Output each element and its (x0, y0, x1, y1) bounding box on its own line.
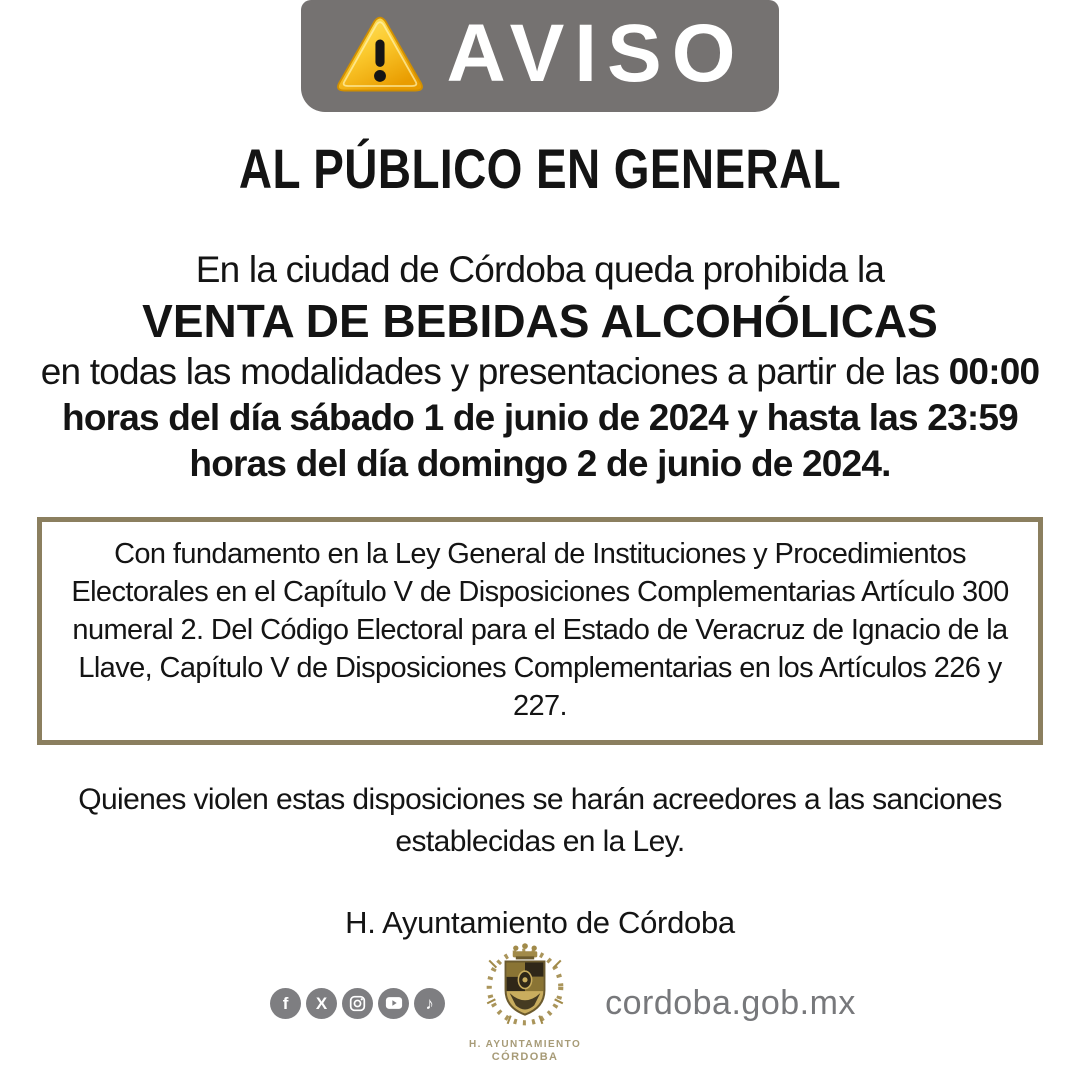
warning-triangle-icon (334, 14, 426, 101)
notice-banner (301, 0, 779, 112)
legal-line: Electorales en el Capítulo V de Disposiciones Complementarias Artículo 300 (71, 576, 1009, 608)
cordoba-coat-of-arms-icon (479, 942, 571, 1035)
intro-line-1: En la ciudad de Córdoba queda prohibida la (195, 249, 885, 290)
website-url: cordoba.gob.mx (605, 983, 856, 1022)
schedule-line-1-regular: en todas las modalidades y presentaciones a partir de las (40, 351, 949, 392)
logo-caption-line-2: CÓRDOBA (491, 1051, 559, 1063)
sanctions-paragraph (0, 779, 1080, 863)
page-title: AL PÚBLICO EN GENERAL (238, 137, 842, 200)
footer (0, 942, 1080, 1064)
tiktok-glyph: ♪ (425, 993, 434, 1013)
schedule-line-2: horas del día sábado 1 de junio de 2024 y hasta las 23:59 (62, 397, 1018, 438)
legal-line: Llave, Capítulo V de Disposiciones Complementarias en los Artículos 226 y (78, 652, 1002, 684)
youtube-icon (378, 988, 409, 1019)
logo-caption (469, 1038, 581, 1064)
legal-line: 227. (512, 690, 568, 722)
municipal-logo-block (469, 942, 581, 1064)
legal-line: numeral 2. Del Código Electoral para el Estado de Veracruz de Ignacio de la (72, 614, 1008, 646)
legal-basis-box (37, 517, 1043, 745)
schedule-line-3: horas del día domingo 2 de junio de 2024. (189, 443, 891, 484)
schedule-line-1-bold: 00:00 (948, 351, 1040, 392)
logo-caption-line-1: H. AYUNTAMIENTO (469, 1039, 582, 1050)
facebook-icon (270, 988, 301, 1019)
banner-title: AVISO (446, 8, 746, 99)
sanctions-line-1: Quienes violen estas disposiciones se harán acreedores a las sanciones (78, 783, 1002, 816)
social-icons-row (270, 988, 445, 1019)
prohibition-highlight: VENTA DE BEBIDAS ALCOHÓLICAS (142, 295, 938, 347)
x-glyph: X (315, 993, 328, 1013)
intro-paragraph (0, 247, 1080, 487)
x-icon (306, 988, 337, 1019)
instagram-icon (342, 988, 373, 1019)
signature: H. Ayuntamiento de Córdoba (345, 905, 735, 940)
facebook-glyph: f (282, 993, 289, 1013)
sanctions-line-2: establecidas en la Ley. (395, 825, 685, 858)
tiktok-icon (414, 988, 445, 1019)
legal-line: Con fundamento en la Ley General de Instituciones y Procedimientos (114, 538, 966, 570)
schedule-line-1 (0, 349, 1080, 395)
